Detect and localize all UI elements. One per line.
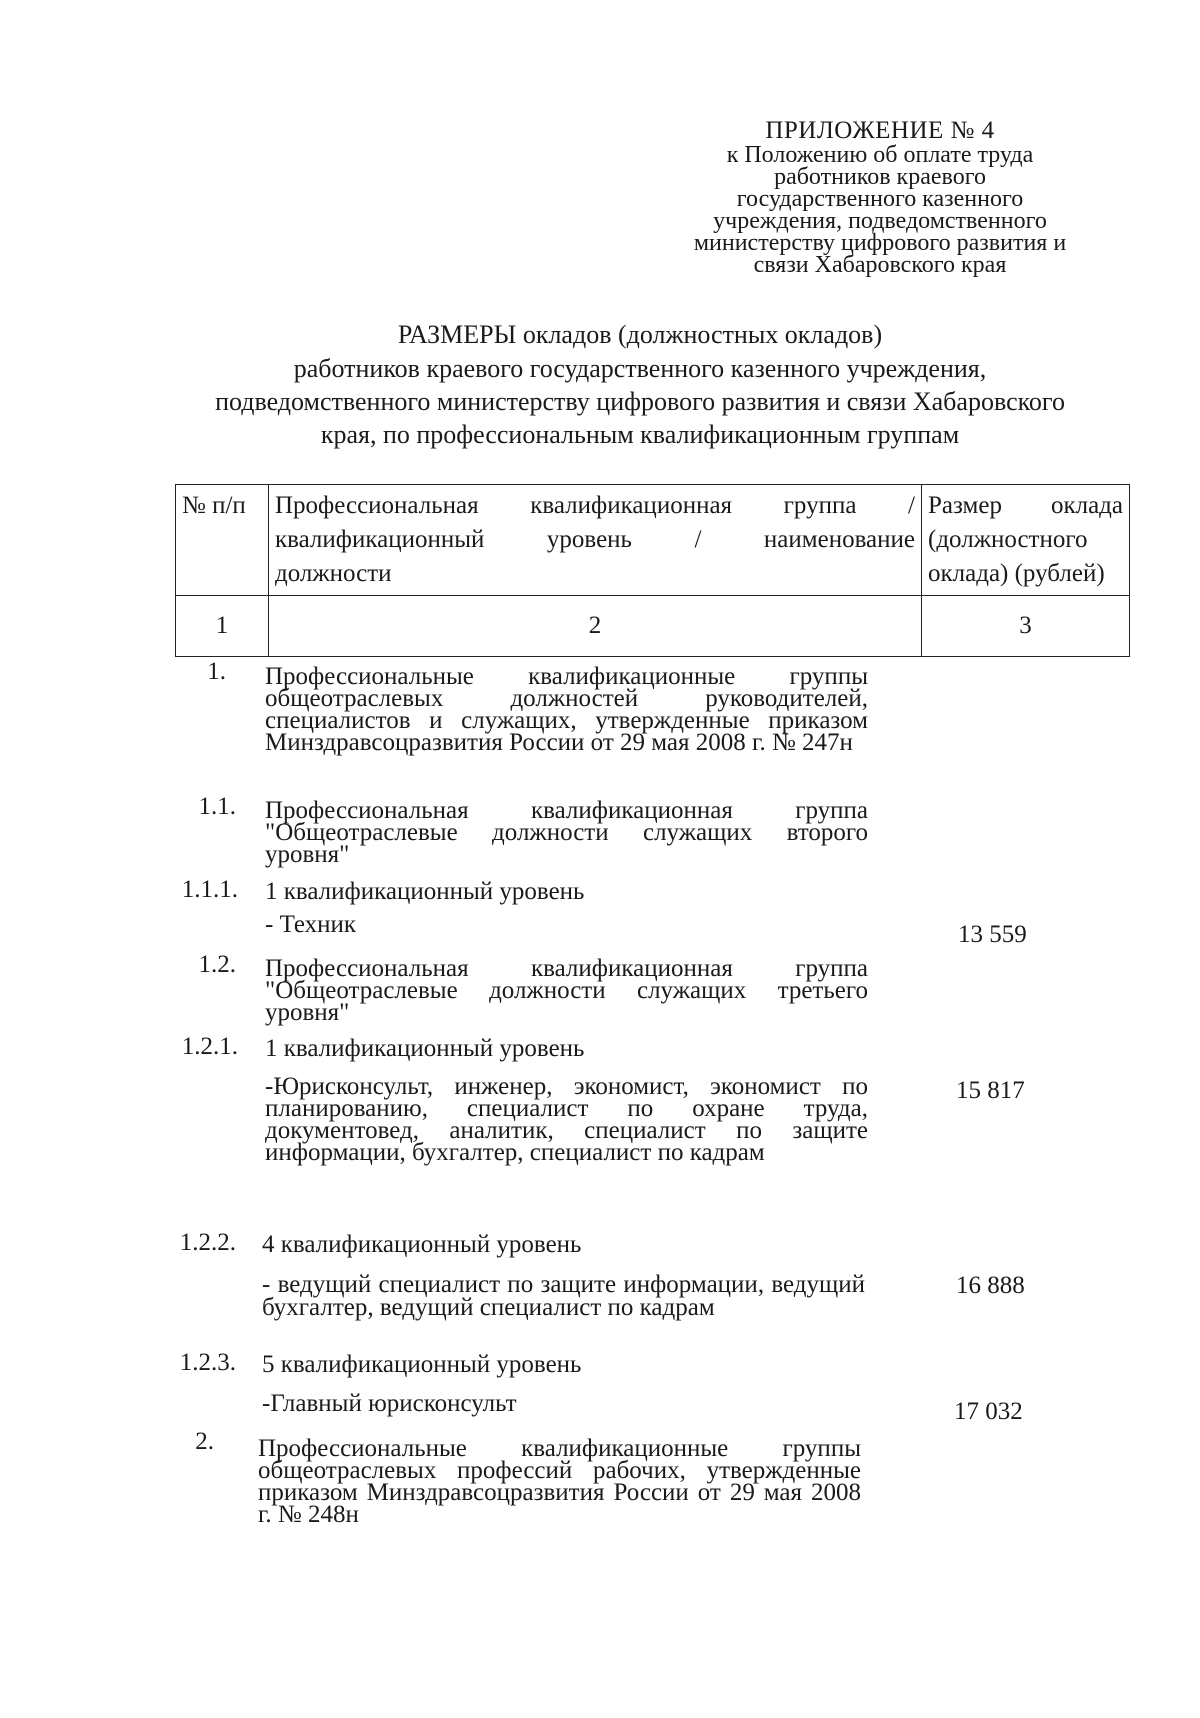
heading-line: РАЗМЕРЫ окладов (должностных окладов) (397, 320, 883, 349)
header-table (175, 484, 1130, 657)
item-value: 16 888 (956, 1272, 1025, 1299)
header-cell-salary-text-end: оклада) (рублей) (928, 560, 1105, 587)
appendix-line: к Положению об оплате труда (726, 142, 1034, 168)
item-text: - ведущий специалист по защите информации, ведущий бухгалтер, ведущий специалист по кадрам (262, 1271, 865, 1321)
item-number: 1. (207, 658, 226, 685)
document-heading (150, 318, 1130, 451)
item-text: - Техник (265, 911, 357, 938)
item-text: -Юрисконсульт, инженер, экономист, экономист по планированию, специалист по охране труда, документовед, аналитик, специалист по защите информации, бухгалтер, специалист по кадрам (265, 1073, 868, 1166)
item-value: 13 559 (958, 921, 1027, 948)
item-text: Профессиональные квалификационные группы общеотраслевых должностей руководителей, специалистов и служащих, утвержденные приказом Минздравсоцразвития России от 29 мая 2008 г. № 247н (265, 663, 868, 756)
header-cell-group-text-end: должности (275, 560, 392, 587)
item-number: 1.2.3. (179, 1349, 236, 1376)
heading-line: края, по профессиональным квалификационным группам (320, 420, 960, 449)
appendix-line: министерству цифрового развития и (693, 230, 1067, 256)
item-text: Профессиональная квалификационная группа "Общеотраслевые должности служащих третьего уровня" (265, 955, 868, 1026)
header-cell-salary (922, 485, 1130, 596)
item-value: 17 032 (954, 1398, 1023, 1425)
item-text: 1 квалификационный уровень (265, 1035, 585, 1062)
item-text: 4 квалификационный уровень (262, 1231, 582, 1258)
item-text: 1 квалификационный уровень (265, 878, 585, 905)
item-number: 1.2.1. (181, 1033, 238, 1060)
item-number: 1.1.1. (181, 876, 238, 903)
header-cell-group-text: Профессиональная квалификационная группа / квалификационный уровень / наименование (275, 492, 915, 553)
appendix-title: ПРИЛОЖЕНИЕ № 4 (765, 117, 995, 144)
heading-line: работников краевого государственного казенного учреждения, (293, 354, 987, 383)
appendix-block (620, 118, 1140, 276)
column-number: 2 (269, 596, 922, 657)
item-number: 1.2.2. (179, 1229, 236, 1256)
column-number-row (176, 596, 1130, 657)
appendix-line: работников краевого (774, 164, 986, 190)
column-number: 3 (922, 596, 1130, 657)
appendix-line: государственного казенного (736, 186, 1024, 212)
item-value: 15 817 (956, 1077, 1025, 1104)
item-number: 2. (195, 1428, 214, 1455)
header-cell-salary-text: Размер оклада (должностного (928, 492, 1123, 553)
appendix-line: связи Хабаровского края (753, 252, 1007, 278)
item-text: Профессиональные квалификационные группы общеотраслевых профессий рабочих, утвержденные приказом Минздравсоцразвития России от 29 мая 2008 г. № 248н (258, 1435, 861, 1528)
item-text: Профессиональная квалификационная группа "Общеотраслевые должности служащих второго уровня" (265, 797, 868, 868)
header-row (176, 485, 1130, 596)
header-cell-number: № п/п (176, 485, 269, 596)
heading-line: подведомственного министерству цифрового развития и связи Хабаровского (215, 387, 1065, 416)
header-cell-group (269, 485, 922, 596)
item-text: 5 квалификационный уровень (262, 1351, 582, 1378)
item-text: -Главный юрисконсульт (262, 1390, 517, 1417)
column-number: 1 (176, 596, 269, 657)
appendix-line: учреждения, подведомственного (713, 208, 1047, 234)
item-number: 1.2. (198, 951, 236, 978)
item-number: 1.1. (198, 793, 236, 820)
